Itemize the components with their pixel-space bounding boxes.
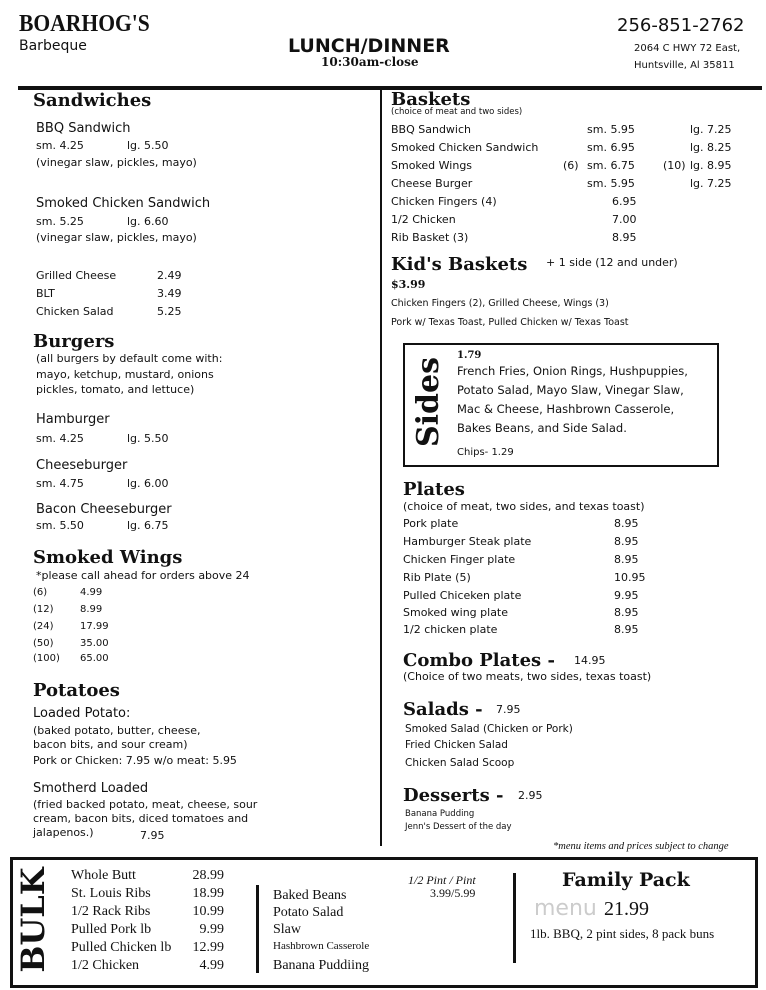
restaurant-subtitle: Barbeque: [19, 38, 87, 54]
bulk-meat-name: Whole Butt: [71, 868, 136, 883]
section-note: (choice of meat and two sides): [391, 107, 523, 117]
item-price-lg: lg. 7.25: [690, 123, 732, 136]
bulk-side: Potato Salad: [273, 905, 344, 920]
bulk-side: Slaw: [273, 922, 301, 937]
item-price-sm: sm. 5.95: [587, 123, 635, 136]
sides-price: 1.79: [457, 350, 482, 361]
family-pack-heading: Family Pack: [562, 869, 690, 891]
item-note: (baked potato, butter, cheese,: [33, 724, 201, 737]
address-line-1: 2064 C HWY 72 East,: [634, 43, 741, 54]
item-note: jalapenos.): [33, 826, 94, 839]
item-price: 10.95: [614, 571, 646, 584]
item-price-lg: lg. 5.50: [127, 139, 169, 152]
item-price: 8.95: [614, 606, 639, 619]
item-price-sm: sm. 5.25: [36, 215, 84, 228]
bulk-meat-price: 9.99: [199, 922, 224, 937]
bulk-meat-price: 4.99: [199, 958, 224, 973]
item-name: Hamburger Steak plate: [403, 535, 532, 548]
section-note: mayo, ketchup, mustard, onions: [36, 368, 214, 381]
section-heading-plates: Plates: [403, 479, 465, 500]
bulk-sides-header: 1/2 Pint / Pint: [408, 873, 476, 887]
item-note: (vinegar slaw, pickles, mayo): [36, 231, 197, 244]
item-price-sm: sm. 5.95: [587, 177, 635, 190]
item-name: Smoked Wings: [391, 159, 473, 172]
section-heading-burgers: Burgers: [33, 331, 115, 352]
item-qty-lg: (10): [663, 159, 686, 172]
item-name: Rib Basket (3): [391, 231, 469, 244]
item-name: Chicken Finger plate: [403, 553, 516, 566]
bulk-meat-name: 1/2 Chicken: [71, 958, 140, 973]
bulk-meat-name: St. Louis Ribs: [71, 886, 151, 901]
footnote: *menu items and prices subject to change: [553, 841, 729, 852]
item-price: 3.49: [157, 287, 182, 300]
salad-item: Fried Chicken Salad: [405, 739, 508, 751]
item-price-lg: lg. 5.50: [127, 432, 169, 445]
item-name: Cheeseburger: [36, 458, 128, 473]
item-price: 8.95: [614, 517, 639, 530]
combo-price: 14.95: [574, 654, 606, 667]
item-price-lg: lg. 8.95: [690, 159, 732, 172]
bulk-side: Hashbrown Casserole: [273, 940, 370, 952]
wing-qty: (24): [33, 621, 54, 632]
family-pack-desc: 1lb. BBQ, 2 pint sides, 8 pack buns: [530, 926, 715, 941]
item-name: 1/2 Chicken: [391, 213, 456, 226]
section-note: *please call ahead for orders above 24: [36, 569, 250, 582]
sides-line: Mac & Cheese, Hashbrown Casserole,: [457, 402, 675, 416]
sides-line: French Fries, Onion Rings, Hushpuppies,: [457, 364, 688, 378]
wing-price: 17.99: [80, 621, 109, 632]
kids-price: $3.99: [391, 278, 426, 291]
item-name: Smoked Chicken Sandwich: [391, 141, 539, 154]
item-price-lg: lg. 6.75: [127, 519, 169, 532]
restaurant-name: BOARHOG'S: [19, 11, 150, 37]
salad-item: Chicken Salad Scoop: [405, 757, 515, 769]
kids-subtitle: + 1 side (12 and under): [546, 256, 678, 269]
item-price: 8.95: [614, 623, 639, 636]
item-price-sm: sm. 5.50: [36, 519, 84, 532]
section-heading-kids: Kid's Baskets: [391, 254, 528, 275]
item-price-lg: lg. 7.25: [690, 177, 732, 190]
item-price-lg: lg. 6.60: [127, 215, 169, 228]
item-price: 8.95: [614, 553, 639, 566]
item-price-lg: lg. 6.00: [127, 477, 169, 490]
column-divider: [380, 88, 382, 846]
item-name: BLT: [36, 287, 55, 300]
family-pack-price: 21.99: [604, 898, 649, 920]
bulk-meat-price: 10.99: [192, 904, 224, 919]
section-heading-potatoes: Potatoes: [33, 680, 120, 701]
sides-line: Potato Salad, Mayo Slaw, Vinegar Slaw,: [457, 383, 684, 397]
item-price-sm: 7.00: [612, 213, 637, 226]
section-heading-combo: Combo Plates -: [403, 650, 555, 671]
item-price-sm: 6.95: [612, 195, 637, 208]
wing-qty: (6): [33, 587, 48, 598]
menu-title: LUNCH/DINNER: [288, 35, 450, 57]
item-name: Smoked wing plate: [403, 606, 509, 619]
section-note: (Choice of two meats, two sides, texas toast): [403, 670, 652, 683]
menupages-watermark: menu: [534, 896, 597, 921]
bulk-meat-price: 18.99: [192, 886, 224, 901]
item-price-sm: sm. 4.25: [36, 432, 84, 445]
section-heading-desserts: Desserts -: [403, 785, 504, 806]
item-name: Smotherd Loaded: [33, 781, 149, 796]
bulk-meat-name: 1/2 Rack Ribs: [71, 904, 151, 919]
dessert-item: Banana Pudding: [405, 809, 475, 819]
section-heading-baskets: Baskets: [391, 89, 471, 110]
kids-line: Pork w/ Texas Toast, Pulled Chicken w/ Texas Toast: [391, 317, 629, 328]
item-note: (vinegar slaw, pickles, mayo): [36, 156, 197, 169]
item-name: Rib Plate (5): [403, 571, 471, 584]
bulk-divider-1: [256, 885, 259, 973]
kids-line: Chicken Fingers (2), Grilled Cheese, Wings (3): [391, 298, 609, 309]
item-price: 7.95: [140, 829, 165, 842]
dessert-item: Jenn's Dessert of the day: [405, 822, 512, 832]
salads-price: 7.95: [496, 703, 521, 716]
wing-qty: (100): [33, 653, 60, 664]
item-name: BBQ Sandwich: [36, 121, 131, 136]
item-name: Bacon Cheeseburger: [36, 502, 172, 517]
chips-price: Chips- 1.29: [457, 447, 514, 458]
sides-line: Bakes Beans, and Side Salad.: [457, 421, 627, 435]
sides-vertical-heading: Sides: [411, 356, 446, 447]
menu-hours: 10:30am-close: [321, 55, 419, 69]
item-name: 1/2 chicken plate: [403, 623, 498, 636]
item-name: Pork plate: [403, 517, 459, 530]
wing-price: 4.99: [80, 587, 103, 598]
section-heading-wings: Smoked Wings: [33, 547, 183, 568]
item-name: Hamburger: [36, 412, 110, 427]
bulk-side: Banana Puddiing: [273, 958, 370, 973]
bulk-meat-name: Pulled Chicken lb: [71, 940, 172, 955]
wing-qty: (50): [33, 638, 54, 649]
item-price-sm: sm. 6.75: [587, 159, 635, 172]
section-note: (choice of meat, two sides, and texas toast): [403, 500, 645, 513]
item-note: bacon bits, and sour cream): [33, 738, 188, 751]
bulk-meat-name: Pulled Pork lb: [71, 922, 152, 937]
item-qty-sm: (6): [563, 159, 579, 172]
item-note: (fried backed potato, meat, cheese, sour: [33, 798, 258, 811]
bulk-divider-2: [513, 873, 516, 963]
bulk-meat-price: 28.99: [192, 868, 224, 883]
item-name: Smoked Chicken Sandwich: [36, 196, 211, 211]
address-line-2: Huntsville, Al 35811: [634, 60, 735, 71]
salad-item: Smoked Salad (Chicken or Pork): [405, 723, 573, 735]
item-price: 5.25: [157, 305, 182, 318]
item-name: Chicken Fingers (4): [391, 195, 497, 208]
bulk-vertical-heading: BULK: [14, 867, 52, 973]
section-heading-sandwiches: Sandwiches: [33, 90, 152, 111]
item-price-sm: sm. 4.75: [36, 477, 84, 490]
bulk-side: Baked Beans: [273, 888, 347, 903]
item-name: Chicken Salad: [36, 305, 114, 318]
item-price: 9.95: [614, 589, 639, 602]
item-name: Grilled Cheese: [36, 269, 117, 282]
item-price-sm: sm. 4.25: [36, 139, 84, 152]
item-price: 2.49: [157, 269, 182, 282]
bulk-sides-price: 3.99/5.99: [430, 886, 476, 900]
item-name: Pulled Chiceken plate: [403, 589, 522, 602]
phone-number: 256-851-2762: [617, 15, 745, 36]
section-note: pickles, tomato, and lettuce): [36, 383, 195, 396]
item-note: cream, bacon bits, diced tomatoes and: [33, 812, 249, 825]
item-price-lg: lg. 8.25: [690, 141, 732, 154]
section-note: (all burgers by default come with:: [36, 352, 223, 365]
item-price-sm: 8.95: [612, 231, 637, 244]
section-heading-salads: Salads -: [403, 699, 483, 720]
item-name: Loaded Potato:: [33, 706, 131, 721]
item-price-sm: sm. 6.95: [587, 141, 635, 154]
wing-price: 65.00: [80, 653, 109, 664]
item-price: 8.95: [614, 535, 639, 548]
wing-price: 35.00: [80, 638, 109, 649]
item-name: BBQ Sandwich: [391, 123, 471, 136]
desserts-price: 2.95: [518, 789, 543, 802]
wing-price: 8.99: [80, 604, 103, 615]
wing-qty: (12): [33, 604, 54, 615]
item-price-line: Pork or Chicken: 7.95 w/o meat: 5.95: [33, 754, 237, 767]
bulk-meat-price: 12.99: [192, 940, 224, 955]
item-name: Cheese Burger: [391, 177, 473, 190]
